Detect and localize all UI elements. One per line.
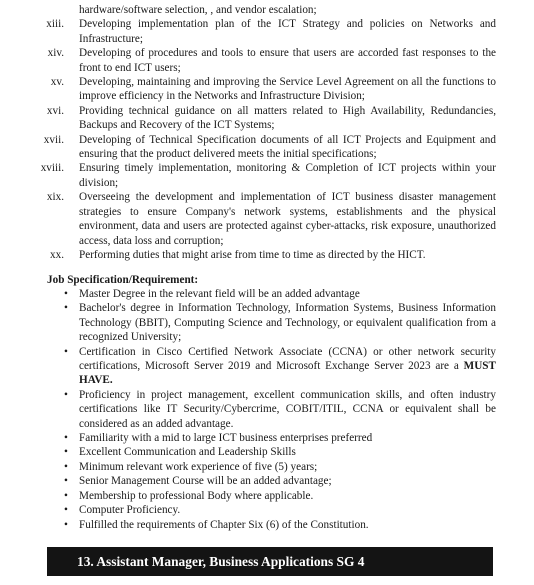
duty-text: Developing of procedures and tools to ensure that users are accorded fast responses to the front to end ICT users; [79, 47, 496, 74]
duty-text: Providing technical guidance on all matters related to High Availability, Redundancies, Backups and Recovery of the ICT Systems; [79, 104, 496, 132]
duty-item [0, 133, 534, 162]
spec-text: Certification in Cisco Certified Network Associate (CCNA) or other network security certifications, Microsoft Server 2019 and Microsoft Exchange Server 2023 are a [79, 345, 496, 373]
duty-text: Performing duties that might arise from time to time as directed by the HICT. [79, 248, 426, 261]
must-have-emphasis: MUST HAVE. [79, 360, 496, 387]
bullet-icon: • [64, 432, 68, 445]
spec-text: Fulfilled the requirements of Chapter Six (6) of the Constitution. [79, 518, 369, 531]
bullet-icon: • [64, 388, 68, 401]
duty-number: xviii. [40, 162, 64, 175]
spec-item [0, 301, 534, 344]
duty-number: xvii. [43, 133, 64, 146]
duty-item [0, 190, 534, 248]
duty-number: xiv. [47, 47, 64, 60]
duty-fragment-text: hardware/software selection, , and vendor escalation; [79, 4, 317, 16]
spec-text: Bachelor's degree in Information Technology, Information Systems, Business Information Technology (BBIT), Computing Science and Technology, or equivalent qualification from a recognized University; [79, 302, 496, 344]
duty-item [0, 104, 534, 133]
duty-text: Overseeing the development and implementation of ICT business disaster management strategies to ensure Company's network systems, establishments and the physical environment, data and users are protected against cyber-attacks, risk exposure, unauthorized access, data loss and corruption; [79, 191, 496, 247]
duties-list [0, 3, 534, 262]
bullet-icon: • [64, 475, 68, 488]
duty-item [0, 17, 534, 46]
next-section-header [47, 547, 493, 576]
duty-fragment [0, 3, 534, 17]
job-spec-heading: Job Specification/Requirement: [47, 274, 199, 286]
spec-item [0, 489, 534, 503]
duty-text: Developing implementation plan of the ICT Strategy and policies on Networks and Infrastructure; [79, 18, 496, 45]
job-spec-list [0, 287, 534, 532]
spec-text: Master Degree in the relevant field will be an added advantage [79, 288, 360, 300]
bullet-icon: • [64, 518, 68, 531]
next-section-title: 13. Assistant Manager, Business Applications SG 4 [77, 554, 365, 569]
spec-item [0, 388, 534, 431]
spec-item [0, 445, 534, 459]
spec-item [0, 287, 534, 301]
spec-text: Familiarity with a mid to large ICT business enterprises preferred [79, 432, 373, 445]
spec-item [0, 345, 534, 388]
spec-text: Proficiency in project management, excellent communication skills, and often industry certifications like IT Security/Cybercrime, COBIT/ITIL, CCNA or equivalent shall be considered as an added advantage. [79, 388, 496, 430]
spec-text: Minimum relevant work experience of five (5) years; [79, 460, 318, 473]
duty-number: xiii. [46, 18, 64, 31]
duty-number: xix. [46, 191, 64, 204]
duty-item [0, 75, 534, 104]
bullet-icon: • [64, 302, 68, 315]
duty-item [0, 46, 534, 75]
spec-item [0, 503, 534, 517]
bullet-icon: • [64, 446, 68, 459]
duty-text: Developing of Technical Specification documents of all ICT Projects and Equipment and ensuring that the product delivered meets the initial specifications; [79, 133, 496, 161]
spec-item [0, 474, 534, 488]
spec-text: Senior Management Course will be an added advantage; [79, 475, 332, 488]
duty-item [0, 248, 534, 262]
duty-number: xv. [50, 76, 64, 89]
duty-item [0, 161, 534, 190]
spec-item [0, 460, 534, 474]
spec-item [0, 431, 534, 445]
spec-text: Membership to professional Body where applicable. [79, 489, 314, 502]
spec-text: Excellent Communication and Leadership Skills [79, 446, 296, 459]
bullet-icon: • [64, 345, 68, 358]
spec-text: Computer Proficiency. [79, 504, 181, 517]
bullet-icon: • [64, 489, 68, 502]
spec-item [0, 518, 534, 532]
duty-text: Developing, maintaining and improving the Service Level Agreement on all the functions to improve efficiency in the Networks and Infrastructure Division; [79, 76, 496, 103]
bullet-icon: • [64, 288, 68, 300]
duty-number: xx. [50, 248, 64, 261]
bullet-icon: • [64, 460, 68, 473]
bullet-icon: • [64, 504, 68, 517]
duty-number: xvi. [46, 104, 64, 117]
duty-text: Ensuring timely implementation, monitoring & Completion of ICT projects within your division; [79, 162, 496, 189]
